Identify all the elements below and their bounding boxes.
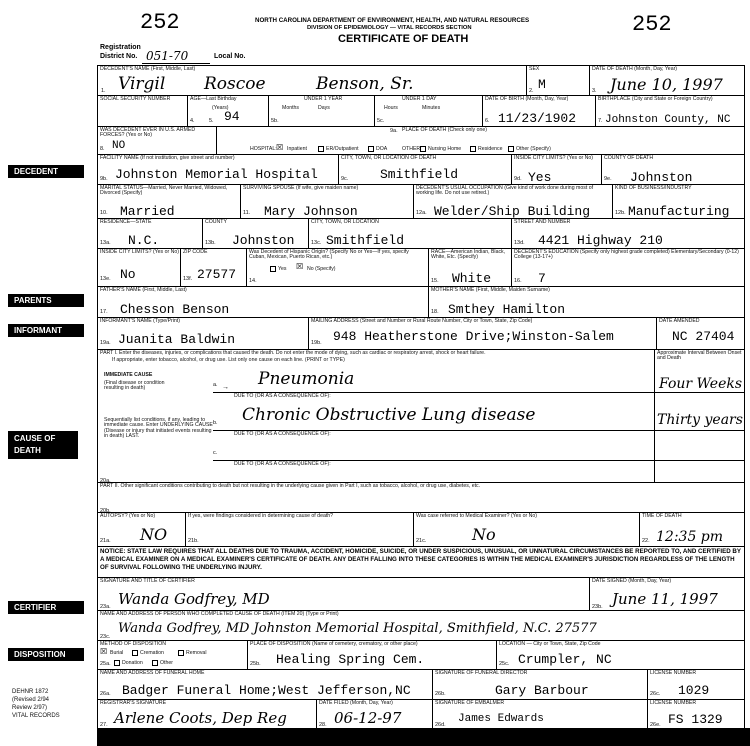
cremation-checkbox[interactable] — [132, 650, 138, 656]
part1-label: PART I. Enter the diseases, injuries, or complications that caused the death. Do not enter the mode of dying, such as cardiac or respiratory arrest, shock or heart failure. — [100, 350, 486, 356]
form-review: Review 2/97) — [12, 705, 48, 711]
doa-checkbox[interactable] — [368, 146, 374, 152]
minutes-label: Minutes — [422, 105, 441, 111]
birthplace-label: BIRTHPLACE (City and State or Foreign Country) — [598, 96, 713, 102]
autopsy-value: NO — [140, 525, 168, 544]
notice-text: NOTICE: STATE LAW REQUIRES THAT ALL DEATHS DUE TO TRAUMA, ACCIDENT, HOMICIDE, SUICIDE, OR UNDER SUSPICIOUS, UNUSUAL, OR UNNATURAL CIRCUMSTANCES BE REPORTED TO, AND CERTIFIED BY A MEDICAL EXAMINER ON A MEDICAL EXAMINER'S CERTIFICATE OF DEATH. ANY DEATH FALLING INTO THESE CATEGORIES IS WITHIN THE MEDICAL EXAMINER'S JURISDICTION REGARDLESS OF THE LENGTH OF SURVIVAL FOLLOWING THE UNDERLYING INJURY. — [100, 548, 741, 571]
director-value: Gary Barbour — [495, 683, 589, 698]
director-signature-label: SIGNATURE OF FUNERAL DIRECTOR — [435, 670, 528, 676]
removal-checkbox[interactable] — [178, 650, 184, 656]
due-to-c-label: DUE TO (OR AS A CONSEQUENCE OF): — [234, 461, 331, 467]
age-value: 94 — [224, 109, 240, 124]
residence-label: Residence — [478, 146, 503, 152]
decedent-first-name: Virgil — [118, 74, 166, 94]
date-death-label: DATE OF DEATH (Month, Day, Year) — [592, 66, 678, 72]
location-label: LOCATION — City or Town, State, Zip Code — [499, 641, 601, 647]
facility-value: Johnston Memorial Hospital — [115, 167, 318, 182]
date-of-death: June 10, 1997 — [610, 75, 723, 94]
donation-checkbox[interactable] — [114, 660, 120, 666]
father-value: Chesson Benson — [120, 302, 230, 317]
license-2-value: FS 1329 — [668, 712, 723, 727]
inside-city-2-value: No — [120, 267, 136, 282]
months-label: Months — [282, 105, 300, 111]
marital-value: Married — [120, 204, 175, 219]
informant-value: Juanita Baldwin — [118, 332, 236, 347]
decedent-middle-name: Roscoe — [204, 74, 266, 94]
due-to-b-label: DUE TO (OR AS A CONSEQUENCE OF): — [234, 431, 331, 437]
occupation-value: Welder/Ship Building — [434, 204, 591, 219]
certificate-title: CERTIFICATE OF DEATH — [338, 33, 469, 45]
immediate-cause-label: IMMEDIATE CAUSE — [104, 372, 153, 378]
mailing-value: 948 Heatherstone Drive;Winston-Salem — [333, 329, 614, 344]
armed-forces-label: WAS DECEDENT EVER IN U.S. ARMED FORCES? (Yes or No) — [100, 127, 196, 139]
funeral-home-value: Badger Funeral Home;West Jefferson,NC — [122, 683, 411, 698]
form-revised: (Revised 2/94 — [12, 697, 50, 703]
registrar-signature: Arlene Coots, Dep Reg — [114, 709, 287, 727]
district-label: District No. — [100, 53, 138, 60]
zip-value: 27577 — [197, 267, 237, 282]
city-of-death: Smithfield — [380, 167, 459, 182]
inside-city-2-label: INSIDE CITY LIMITS? (Yes or No) — [100, 249, 179, 255]
zip-label: ZIP CODE — [183, 249, 208, 255]
nursing-home-checkbox[interactable] — [420, 146, 426, 152]
certificate-number-left: 252 — [140, 10, 180, 35]
cause-a-value: Pneumonia — [258, 369, 355, 389]
certifier-signature-label: SIGNATURE AND TITLE OF CERTIFIER — [100, 578, 195, 584]
mother-label: MOTHER'S NAME (First, Middle, Maiden Surname) — [431, 287, 550, 293]
dob-label: DATE OF BIRTH (Month, Day, Year) — [485, 96, 569, 102]
place-disposition-value: Healing Spring Cem. — [276, 652, 425, 667]
date-of-birth: 11/23/1902 — [498, 111, 577, 126]
spouse-label: SURVIVING SPOUSE (If wife, give maiden name) — [243, 185, 359, 191]
birthplace-value: Johnston County, NC — [605, 114, 731, 126]
date-signed-label: DATE SIGNED (Month, Day, Year) — [592, 578, 672, 584]
section-parents: PARENTS — [8, 294, 84, 307]
section-decedent: DECEDENT — [8, 165, 84, 178]
hispanic-label: Was Decedent of Hispanic Origin? (Specify No or Yes—If yes, specify Cuban, Mexican, Puerto Rican, etc.) — [249, 249, 409, 261]
certifier-name-address: Wanda Godfrey, MD Johnston Memorial Hospital, Smithfield, N.C. 27577 — [118, 621, 597, 636]
mailing-label: MAILING ADDRESS (Street and Number or Rural Route Number, City or Town, State, Zip Code) — [311, 318, 533, 324]
decedent-last-name: Benson, Sr. — [316, 74, 414, 94]
under-1-day-label: UNDER 1 DAY — [402, 96, 437, 102]
date-signed-value: June 11, 1997 — [612, 590, 718, 608]
date-filed-label: DATE FILED (Month, Day, Year) — [319, 700, 393, 706]
residence-city-value: Smithfield — [326, 233, 405, 248]
hispanic-no-checkbox-checked[interactable]: ☒ — [296, 262, 304, 271]
burial-checkbox-checked[interactable]: ☒ — [100, 647, 108, 656]
license-value: 1029 — [678, 683, 710, 698]
interval-label: Approximate Interval Between Onset and Death — [657, 350, 742, 362]
er-label: ER/Outpatient — [326, 146, 359, 152]
hispanic-no-label: No (Specify) — [307, 266, 336, 272]
residence-state-value: N.C. — [128, 233, 160, 248]
residence-state-label: RESIDENCE—STATE — [100, 219, 152, 225]
section-disposition: DISPOSITION — [8, 648, 84, 661]
age-label: AGE—Last Birthday — [190, 96, 237, 102]
city-death-label: CITY, TOWN, OR LOCATION OF DEATH — [341, 155, 437, 161]
sex-label: SEX — [529, 66, 540, 72]
place-of-death-label: PLACE OF DEATH (Check only one) — [402, 127, 487, 133]
funeral-home-label: NAME AND ADDRESS OF FUNERAL HOME — [100, 670, 205, 676]
method-label: METHOD OF DISPOSITION — [100, 641, 166, 647]
time-of-death-value: 12:35 pm — [656, 529, 724, 545]
autopsy-label: AUTOPSY? (Yes or No) — [100, 513, 156, 519]
father-label: FATHER'S NAME (First, Middle, Last) — [100, 287, 187, 293]
sequential-label: Sequentially list conditions, if any, leading to immediate cause. Enter UNDERLYING CAUSE (Disease or injury that initiated events resulting in death) LAST. — [104, 417, 213, 440]
informant-label: INFORMANT'S NAME (Type/Print) — [100, 318, 180, 324]
local-number-label: Local No. — [214, 53, 246, 60]
other-disposition-checkbox[interactable] — [152, 660, 158, 666]
bottom-black-band — [97, 728, 750, 746]
hispanic-yes-label: Yes — [278, 266, 287, 272]
er-checkbox[interactable] — [318, 146, 324, 152]
certifier-name-address-label: NAME AND ADDRESS OF PERSON WHO COMPLETED CAUSE OF DEATH (ITEM 20) (Type or Print) — [100, 611, 339, 617]
education-value: 7 — [538, 271, 546, 286]
removal-label: Removal — [186, 650, 207, 656]
race-label: RACE—American Indian, Black, White, Etc. (Specify) — [431, 249, 506, 261]
other-disposition-label: Other — [160, 660, 173, 666]
part1b-label: If appropriate, enter tobacco, alcohol, or drug use. List only one cause on each line. (PRINT or TYPE) — [112, 357, 345, 363]
residence-county-value: Johnston — [232, 233, 295, 248]
cause-b-value: Chronic Obstructive Lung disease — [242, 405, 536, 425]
place-disposition-label: PLACE OF DISPOSITION (Name of cemetery, crematory, or other place) — [250, 641, 418, 647]
date-amended-label: DATE AMENDED — [659, 318, 700, 324]
armed-forces-value: NO — [112, 140, 126, 152]
district-number: 051-70 — [146, 49, 189, 63]
mother-value: Smthey Hamilton — [448, 302, 566, 317]
immediate-cause-desc: (Final disease or condition resulting in death) — [104, 380, 165, 392]
registrar-signature-label: REGISTRAR'S SIGNATURE — [100, 700, 167, 706]
doa-label: DOA — [376, 146, 388, 152]
inside-city-value: Yes — [528, 170, 552, 185]
other-specify-label: Other (Specify) — [516, 146, 551, 152]
inpatient-label: Inpatient — [287, 146, 307, 152]
section-informant: INFORMANT — [8, 324, 84, 337]
street-label: STREET AND NUMBER — [514, 219, 571, 225]
license-label: LICENSE NUMBER — [650, 670, 697, 676]
me-value: No — [472, 525, 496, 544]
burial-label: Burial — [110, 650, 124, 656]
other-place-checkbox[interactable] — [508, 146, 514, 152]
section-certifier: CERTIFIER — [8, 601, 84, 614]
race-value: White — [452, 271, 492, 286]
ssn-label: SOCIAL SECURITY NUMBER — [100, 96, 171, 102]
certifier-signature: Wanda Godfrey, MD — [118, 590, 270, 608]
residence-city-label: CITY, TOWN, OR LOCATION — [311, 219, 379, 225]
certificate-number-right: 252 — [632, 12, 672, 37]
facility-label: FACILITY NAME (If not institution, give street and number) — [100, 155, 235, 161]
interval-a-value: Four Weeks — [659, 376, 743, 392]
residence-county-label: COUNTY — [205, 219, 227, 225]
occupation-label: DECEDENT'S USUAL OCCUPATION (Give kind of work done during most of working life. Do not use retired.) — [416, 185, 594, 197]
due-to-a-label: DUE TO (OR AS A CONSEQUENCE OF): — [234, 393, 331, 399]
interval-b-value: Thirty years — [657, 412, 743, 428]
license-2-label: LICENSE NUMBER — [650, 700, 697, 706]
division-name: DIVISION OF EPIDEMIOLOGY — VITAL RECORDS SECTION — [307, 25, 472, 31]
time-of-death-label: TIME OF DEATH — [642, 513, 682, 519]
hispanic-yes-checkbox[interactable] — [270, 266, 276, 272]
industry-value: Manufacturing — [628, 204, 730, 219]
inside-city-label: INSIDE CITY LIMITS? (Yes or No) — [514, 155, 593, 161]
form-number: DEHNR 1872 — [12, 689, 49, 695]
under-1-year-label: UNDER 1 YEAR — [304, 96, 343, 102]
name-label: DECEDENT'S NAME (First, Middle, Last) — [100, 66, 196, 72]
cremation-label: Cremation — [140, 650, 164, 656]
me-label: Was case referred to Medical Examiner? (Yes or No) — [416, 513, 537, 519]
nursing-home-label: Nursing Home — [428, 146, 462, 152]
date-filed-value: 06-12-97 — [334, 709, 402, 727]
donation-label: Donation — [122, 660, 143, 666]
hospital-label: HOSPITAL: — [250, 146, 277, 152]
registration-label: Registration — [100, 44, 141, 51]
education-label: DECEDENT'S EDUCATION (Specify only highest grade completed) Elementary/Secondary (0-12) College (13-17+) — [514, 249, 739, 261]
county-death-label: COUNTY OF DEATH — [604, 155, 654, 161]
county-of-death: Johnston — [630, 170, 693, 185]
mailing-zip-value: NC 27404 — [672, 329, 735, 344]
hours-label: Hours — [384, 105, 398, 111]
embalmer-value: James Edwards — [458, 713, 544, 725]
inpatient-checkbox-checked[interactable]: ☒ — [276, 143, 284, 152]
years-label: (Years) — [212, 105, 229, 111]
part2-label: PART II. Other significant conditions contributing to death but not resulting in the underlying cause given in Part I, such as tobacco, alcohol, or drug use, diabetes, etc. — [100, 483, 481, 489]
days-label: Days — [318, 105, 330, 111]
section-cause-of-death: CAUSE OF DEATH — [8, 431, 78, 459]
location-value: Crumpler, NC — [518, 652, 612, 667]
findings-label: If yes, were findings considered in determining cause of death? — [188, 513, 334, 519]
embalmer-signature-label: SIGNATURE OF EMBALMER — [435, 700, 505, 706]
spouse-value: Mary Johnson — [264, 204, 358, 219]
other-label: OTHER: — [402, 146, 422, 152]
form-office: VITAL RECORDS — [12, 713, 60, 719]
sex-value: M — [538, 77, 546, 92]
street-value: 4421 Highway 210 — [538, 233, 663, 248]
department-name: NORTH CAROLINA DEPARTMENT OF ENVIRONMENT, HEALTH, AND NATURAL RESOURCES — [255, 17, 530, 24]
residence-checkbox[interactable] — [470, 146, 476, 152]
marital-label: MARITAL STATUS—Married, Never Married, Widowed, Divorced (Specify) — [100, 185, 228, 197]
industry-label: KIND OF BUSINESS/INDUSTRY — [615, 185, 692, 191]
